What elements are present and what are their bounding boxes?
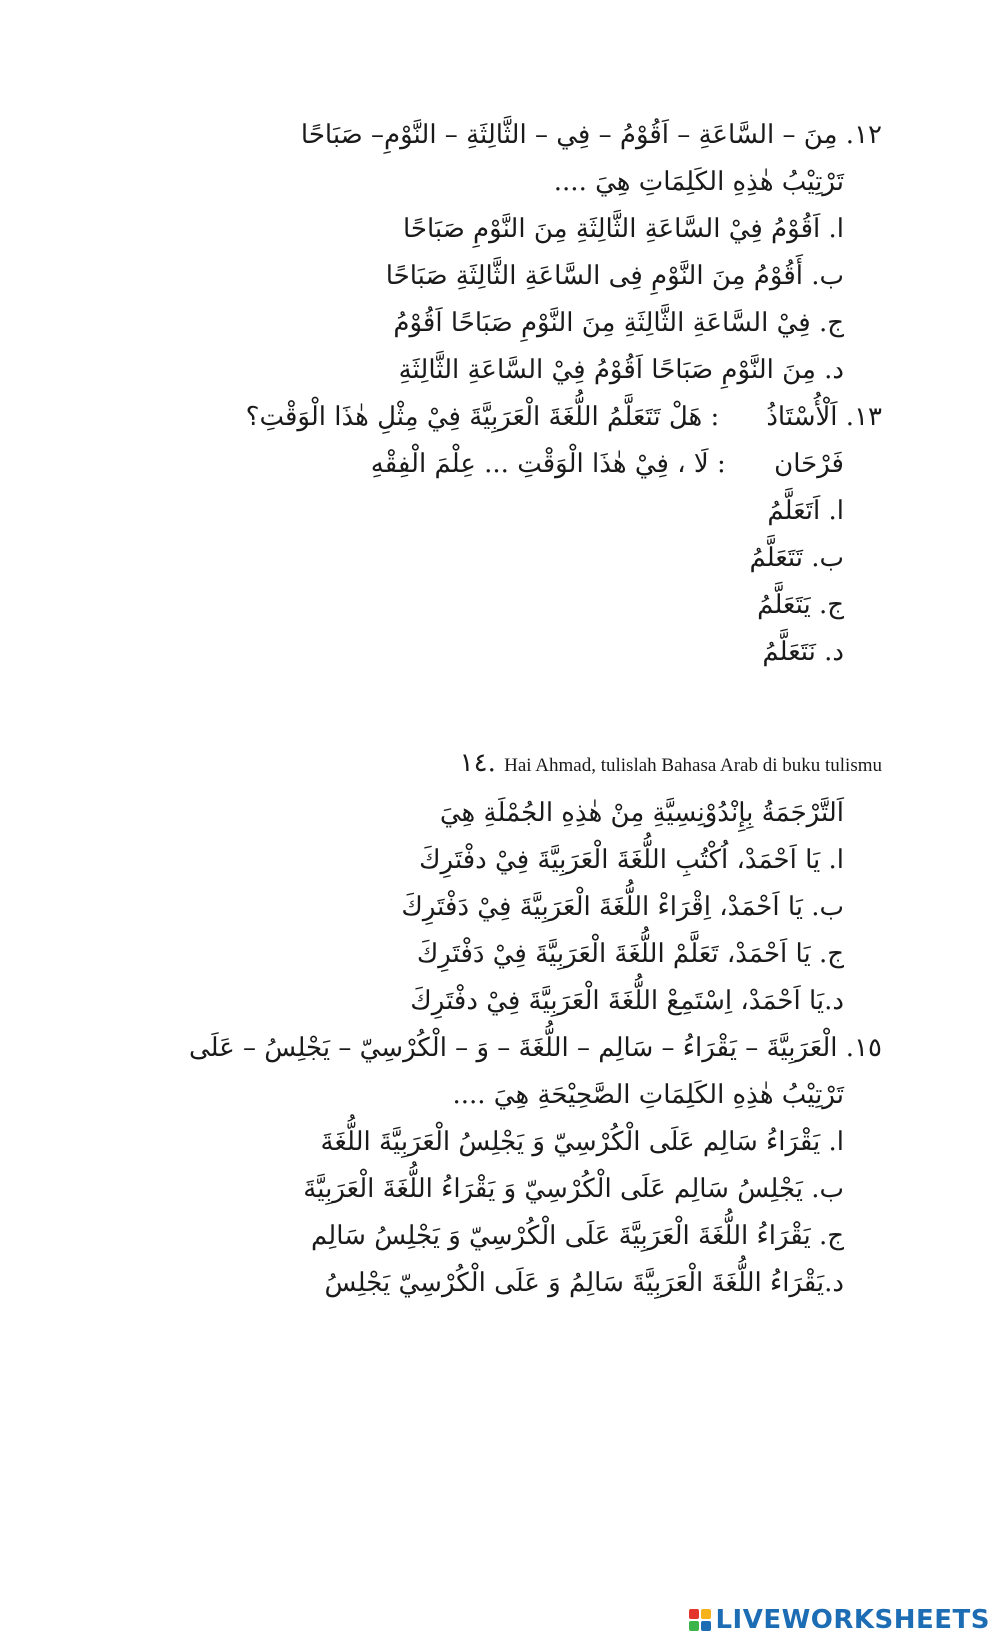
q12-stem: ١٢. مِنَ – السَّاعَةِ – اَقُوْمُ – فِي – الثَّالِثَةِ – النَّوْمِ– صَبَاحًا xyxy=(300,120,882,150)
q14-option-a[interactable]: ا. يَا اَحْمَدْ، اُكْتُبِ اللُّغَةَ الْعَرَبِيَّةَ فِيْ دفْتَرِكَ xyxy=(419,845,844,875)
liveworksheets-logo xyxy=(689,1605,990,1635)
q14-option-d[interactable]: د.يَا اَحْمَدْ، اِسْتَمِعْ اللُّغَةَ الْعَرَبِيَّةَ فِيْ دفْتَرِكَ xyxy=(410,986,844,1016)
q14-number: ١٤. xyxy=(459,748,496,778)
q13-speaker-student: فَرْحَان xyxy=(774,449,844,479)
q13-number: ١٣. xyxy=(845,402,882,432)
q12-prompt: تَرْتِيْبُ هٰذِهِ الكَلِمَاتِ هِيَ .... xyxy=(553,167,844,197)
q15-prompt: تَرْتِيْبُ هٰذِهِ الكَلِمَاتِ الصَّحِيْحَةِ هِيَ .... xyxy=(452,1080,844,1110)
q15-option-d[interactable]: د.يَقْرَاءُ اللُّغَةَ الْعَرَبِيَّةَ سَالِمُ وَ عَلَى الْكُرْسِيّ يَجْلِسُ xyxy=(324,1268,844,1298)
logo-square-yellow xyxy=(701,1609,711,1619)
q13-dialog-line-1 xyxy=(246,397,882,437)
q15-stem: ١٥. الْعَرَبِيَّةَ – يَقْرَاءُ – سَالِم – اللُّغَةَ – وَ – الْكُرْسِيّ – يَجْلِسُ – عَلَى xyxy=(188,1033,882,1063)
liveworksheets-logo-text: LIVEWORKSHEETS xyxy=(715,1605,990,1635)
q12-option-b[interactable]: ب. أَقُوْمُ مِنَ النَّوْمِ فِى السَّاعَةِ الثَّالِثَةِ صَبَاحًا xyxy=(385,261,844,291)
q12-option-a[interactable]: ا. اَقُوْمُ فِيْ السَّاعَةِ الثَّالِثَةِ مِنَ النَّوْمِ صَبَاحًا xyxy=(402,214,844,244)
q14-option-b[interactable]: ب. يَا اَحْمَدْ، اِقْرَاءْ اللُّغَةَ الْعَرَبِيَّةَ فِيْ دَفْتَرِكَ xyxy=(401,892,844,922)
q12-option-c[interactable]: ج. فِيْ السَّاعَةِ الثَّالِثَةِ مِنَ النَّوْمِ صَبَاحًا اَقُوْمُ xyxy=(393,308,844,338)
q15-option-b[interactable]: ب. يَجْلِسُ سَالِم عَلَى الْكُرْسِيّ وَ يَقْرَاءُ اللُّغَةَ الْعَرَبِيَّةَ xyxy=(303,1174,844,1204)
q13-student-line: : لَا ، فِيْ هٰذَا الْوَقْتِ ... عِلْمَ الْفِقْهِ xyxy=(370,449,726,479)
q13-speaker-teacher: اَلْأُسْتَاذُ xyxy=(766,402,838,432)
q13-option-a[interactable]: ا. اَتَعَلَّمُ xyxy=(767,496,844,526)
logo-square-red xyxy=(689,1609,699,1619)
q13-option-b[interactable]: ب. تَتَعَلَّمُ xyxy=(749,543,844,573)
liveworksheets-logo-icon xyxy=(689,1609,711,1631)
q13-teacher-line: : هَلْ تَتَعَلَّمُ اللُّغَةَ الْعَرَبِيَّةَ فِيْ مِثْلِ هٰذَا الْوَقْتِ؟ xyxy=(245,402,720,432)
q12-option-d[interactable]: د. مِنَ النَّوْمِ صَبَاحًا اَقُوْمُ فِيْ السَّاعَةِ الثَّالِثَةِ xyxy=(398,355,844,385)
q13-option-d[interactable]: د. نَتَعَلَّمُ xyxy=(762,637,844,667)
q14-option-c[interactable]: ج. يَا اَحْمَدْ، تَعَلَّمْ اللُّغَةَ الْعَرَبِيَّةَ فِيْ دَفْتَرِكَ xyxy=(416,939,844,969)
q13-dialog-line-2 xyxy=(371,444,844,484)
q14-prompt: اَلتَّرْجَمَةُ بِإِنْدُوْنِسِيَّةِ مِنْ هٰذِهِ الجُمْلَةِ هِيَ xyxy=(439,798,844,828)
q14-stem xyxy=(460,743,882,786)
q15-option-a[interactable]: ا. يَقْرَاءُ سَالِم عَلَى الْكُرْسِيّ وَ يَجْلِسُ الْعَرَبِيَّةَ اللُّغَةَ xyxy=(320,1127,844,1157)
logo-square-green xyxy=(689,1621,699,1631)
q15-option-c[interactable]: ج. يَقْرَاءُ اللُّغَةَ الْعَرَبِيَّةَ عَلَى الْكُرْسِيّ وَ يَجْلِسُ سَالِم xyxy=(311,1221,844,1251)
logo-square-blue xyxy=(701,1621,711,1631)
q14-indonesian-sentence: Hai Ahmad, tulislah Bahasa Arab di buku tulismu xyxy=(504,755,882,776)
q13-option-c[interactable]: ج. يَتَعَلَّمُ xyxy=(757,590,844,620)
